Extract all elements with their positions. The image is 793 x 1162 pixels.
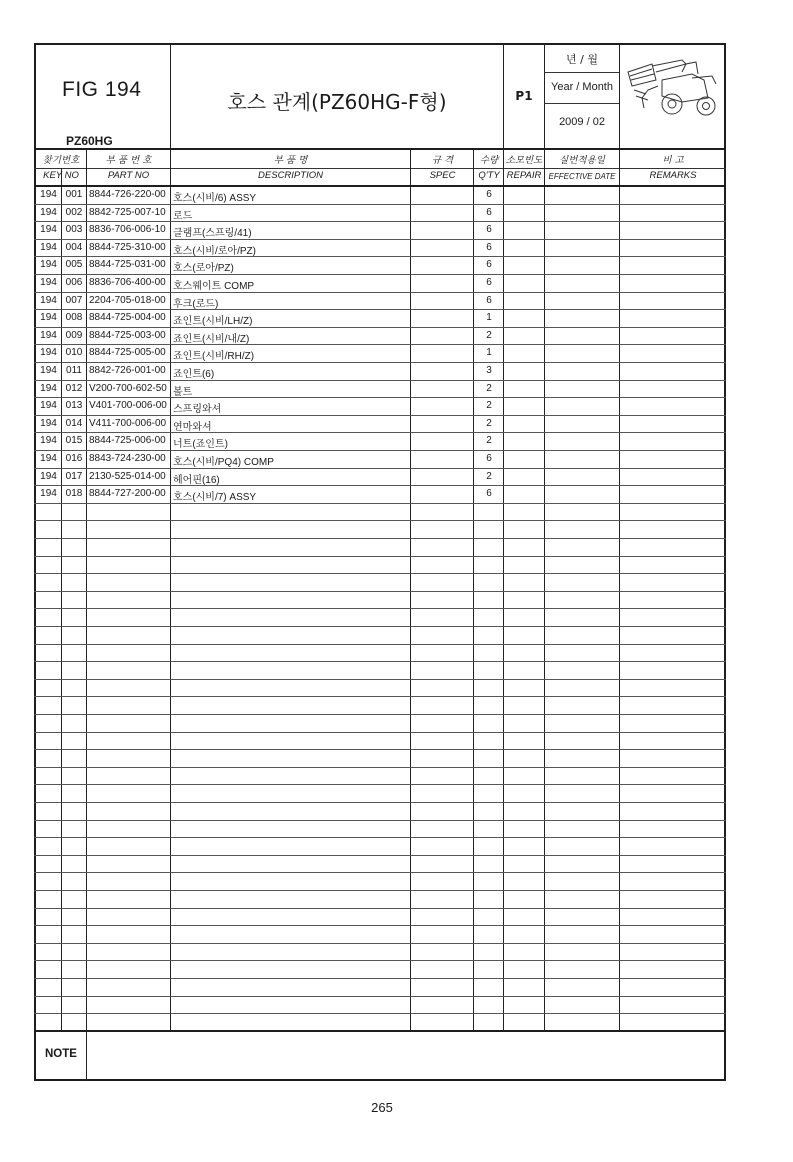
rice-transplanter-illustration: [622, 50, 722, 136]
row-part-no: 8844-725-031-00: [89, 259, 166, 271]
row-part-no: 2130-525-014-00: [89, 470, 166, 482]
col-spec-en: SPEC: [429, 170, 456, 181]
row-part-no: 8844-727-200-00: [89, 488, 166, 500]
column-divider: [619, 148, 620, 1030]
row-key: 008: [65, 312, 83, 324]
row-rule: [34, 520, 726, 521]
row-key: 009: [65, 329, 83, 341]
row-rule: [34, 784, 726, 785]
row-rule: [34, 608, 726, 609]
row-description: 로드: [173, 210, 193, 222]
row-description: 호스(로아/PZ): [173, 263, 234, 275]
row-qty: 6: [486, 189, 492, 200]
row-rule: [34, 309, 726, 310]
row-description: 후크(로드): [173, 298, 219, 310]
header-divider: [544, 43, 545, 149]
row-part-no: 8844-725-005-00: [89, 347, 166, 359]
row-rule: [34, 468, 726, 469]
row-rule: [34, 644, 726, 645]
row-rule: [34, 221, 726, 222]
row-key: 018: [65, 488, 83, 500]
row-key: 005: [65, 259, 83, 271]
row-qty: 2: [486, 329, 492, 341]
row-rule: [34, 696, 726, 697]
row-description: 죠인트(시비/LH/Z): [173, 316, 253, 328]
column-divider: [544, 148, 545, 1030]
header-rule: [544, 72, 619, 73]
row-fig: 194: [40, 206, 57, 218]
row-rule: [34, 362, 726, 363]
row-key: 012: [65, 382, 83, 394]
row-rule: [34, 415, 726, 416]
col-remarks-ko: 비 고: [662, 155, 684, 166]
col-qty-en: Q'TY: [478, 170, 500, 181]
model-name: PZ60HG: [66, 134, 113, 148]
row-rule: [34, 256, 726, 257]
row-description: 너트(죠인트): [173, 439, 228, 451]
row-qty: 6: [486, 488, 492, 500]
column-header-bottom-rule: [34, 185, 726, 187]
note-label: NOTE: [45, 1048, 77, 1060]
row-rule: [34, 925, 726, 926]
row-rule: [34, 204, 726, 205]
row-part-no: 8842-725-007-10: [89, 206, 166, 218]
row-qty: 6: [486, 294, 492, 306]
row-qty: 6: [486, 241, 492, 253]
row-key: 003: [65, 224, 83, 236]
row-part-no: V411-700-006-00: [89, 417, 167, 429]
row-rule: [34, 327, 726, 328]
year-month-label-ko: 년 / 월: [566, 53, 598, 66]
row-fig: 194: [40, 382, 57, 394]
col-repair-en: REPAIR: [506, 170, 542, 181]
row-rule: [34, 503, 726, 504]
row-rule: [34, 573, 726, 574]
year-month-value: 2009 / 02: [559, 116, 605, 128]
row-rule: [34, 485, 726, 486]
row-key: 007: [65, 294, 83, 306]
row-rule: [34, 820, 726, 821]
page-title: 호스 관계(PZ60HG-F형): [227, 90, 447, 114]
row-rule: [34, 626, 726, 627]
col-key-no-en: KEY NO: [43, 170, 79, 181]
column-header-mid-rule: [34, 168, 726, 169]
row-rule: [34, 890, 726, 891]
row-fig: 194: [40, 347, 57, 359]
col-spec-ko: 규 격: [431, 155, 454, 166]
row-description: 죠인트(시비/RH/Z): [173, 351, 255, 363]
column-divider: [410, 148, 411, 1030]
row-key: 015: [65, 435, 83, 447]
row-description: 연마와셔: [173, 421, 212, 433]
row-fig: 194: [40, 224, 57, 236]
row-part-no: 8844-725-006-00: [89, 435, 166, 447]
row-rule: [34, 591, 726, 592]
header-rule: [544, 103, 619, 104]
note-top-rule: [34, 1030, 726, 1032]
row-rule: [34, 802, 726, 803]
row-key: 004: [65, 241, 83, 253]
row-part-no: V401-700-006-00: [89, 400, 167, 412]
row-fig: 194: [40, 294, 57, 306]
row-qty: 2: [486, 400, 492, 412]
row-part-no: 8844-725-004-00: [89, 312, 166, 324]
row-description: 죠인트(시비/내/Z): [173, 333, 250, 345]
row-fig: 194: [40, 453, 57, 464]
year-month-label-en: Year / Month: [551, 81, 613, 93]
row-description: 볼트: [173, 386, 193, 398]
row-rule: [34, 432, 726, 433]
row-fig: 194: [40, 435, 57, 447]
figure-number: FIG 194: [62, 78, 142, 101]
row-fig: 194: [40, 488, 57, 500]
row-qty: 2: [486, 382, 492, 394]
row-description: 호스웨이트 COMP: [173, 281, 255, 292]
row-rule: [34, 855, 726, 856]
row-fig: 194: [40, 259, 57, 271]
row-rule: [34, 978, 726, 979]
row-rule: [34, 1013, 726, 1014]
row-rule: [34, 556, 726, 557]
col-description-ko: 부 품 명: [273, 155, 308, 166]
row-fig: 194: [40, 241, 57, 253]
row-description: 클램프(스프링/41): [173, 228, 252, 240]
col-part-no-ko: 부 품 번 호: [105, 155, 152, 166]
header-bottom-rule: [34, 148, 726, 150]
row-fig: 194: [40, 312, 57, 324]
row-key: 002: [65, 206, 83, 218]
col-part-no-en: PART NO: [107, 170, 150, 181]
row-rule: [34, 292, 726, 293]
note-divider: [86, 1030, 87, 1081]
header-divider: [619, 43, 620, 149]
row-key: 014: [65, 417, 83, 429]
row-rule: [34, 908, 726, 909]
row-qty: 1: [486, 347, 492, 359]
row-rule: [34, 872, 726, 873]
row-description: 스프링와셔: [173, 404, 222, 416]
row-rule: [34, 380, 726, 381]
row-qty: 2: [486, 417, 492, 429]
header-divider: [170, 43, 171, 149]
row-description: 헤어핀(16): [173, 474, 220, 486]
row-rule: [34, 943, 726, 944]
col-remarks-en: REMARKS: [649, 170, 697, 181]
col-description-en: DESCRIPTION: [258, 170, 323, 181]
row-fig: 194: [40, 417, 57, 429]
row-rule: [34, 960, 726, 961]
row-key: 013: [65, 400, 83, 412]
row-key: 010: [65, 347, 83, 359]
row-rule: [34, 996, 726, 997]
row-rule: [34, 837, 726, 838]
row-fig: 194: [40, 470, 57, 482]
row-fig: 194: [40, 329, 57, 341]
row-qty: 2: [486, 470, 492, 482]
row-qty: 6: [486, 206, 492, 218]
column-divider: [86, 148, 87, 1030]
col-effective-ko: 실번적용일: [559, 155, 605, 166]
row-part-no: 8844-725-003-00: [89, 329, 166, 341]
row-rule: [34, 732, 726, 733]
row-fig: 194: [40, 400, 57, 412]
row-description: 호스(시비/PQ4) COMP: [173, 457, 274, 468]
row-rule: [34, 239, 726, 240]
row-rule: [34, 749, 726, 750]
row-rule: [34, 767, 726, 768]
row-rule: [34, 450, 726, 451]
row-part-no: 8842-726-001-00: [89, 365, 166, 376]
row-key: 001: [65, 189, 83, 200]
row-description: 호스(시비/로아/PZ): [173, 245, 256, 257]
page-number: 265: [371, 1100, 393, 1115]
row-part-no: 8844-725-310-00: [89, 241, 166, 253]
col-qty-ko: 수량: [479, 155, 499, 166]
row-fig: 194: [40, 365, 57, 376]
row-key: 017: [65, 470, 83, 482]
row-qty: 2: [486, 435, 492, 447]
row-qty: 3: [486, 365, 492, 376]
row-part-no: 2204-705-018-00: [89, 294, 166, 306]
col-key-no-ko: 찾기번호: [42, 155, 80, 166]
row-rule: [34, 714, 726, 715]
row-part-no: 8836-706-400-00: [89, 277, 166, 288]
row-rule: [34, 538, 726, 539]
row-rule: [34, 397, 726, 398]
row-qty: 6: [486, 224, 492, 236]
row-fig: 194: [40, 189, 57, 200]
row-rule: [34, 661, 726, 662]
row-rule: [34, 679, 726, 680]
row-description: 호스(시비/7) ASSY: [173, 492, 257, 504]
row-qty: 6: [486, 259, 492, 271]
row-part-no: 8843-724-230-00: [89, 453, 166, 464]
row-rule: [34, 274, 726, 275]
row-key: 016: [65, 453, 83, 464]
row-description: 호스(시비/6) ASSY: [173, 193, 257, 204]
header-divider: [503, 43, 504, 149]
row-key: 006: [65, 277, 83, 288]
row-rule: [34, 344, 726, 345]
row-qty: 6: [486, 453, 492, 464]
row-key: 011: [66, 365, 82, 376]
column-divider: [170, 148, 171, 1030]
row-part-no: 8836-706-006-10: [89, 224, 166, 236]
row-qty: 6: [486, 277, 492, 288]
row-fig: 194: [40, 277, 57, 288]
row-part-no: V200-700-602-50: [89, 382, 167, 394]
page-id: P1: [515, 89, 533, 103]
col-effective-en: EFFECTIVE DATE: [548, 172, 616, 181]
row-description: 죠인트(6): [173, 369, 215, 380]
row-qty: 1: [486, 312, 492, 324]
col-repair-ko: 소모빈도: [505, 155, 543, 166]
row-part-no: 8844-726-220-00: [89, 189, 166, 200]
